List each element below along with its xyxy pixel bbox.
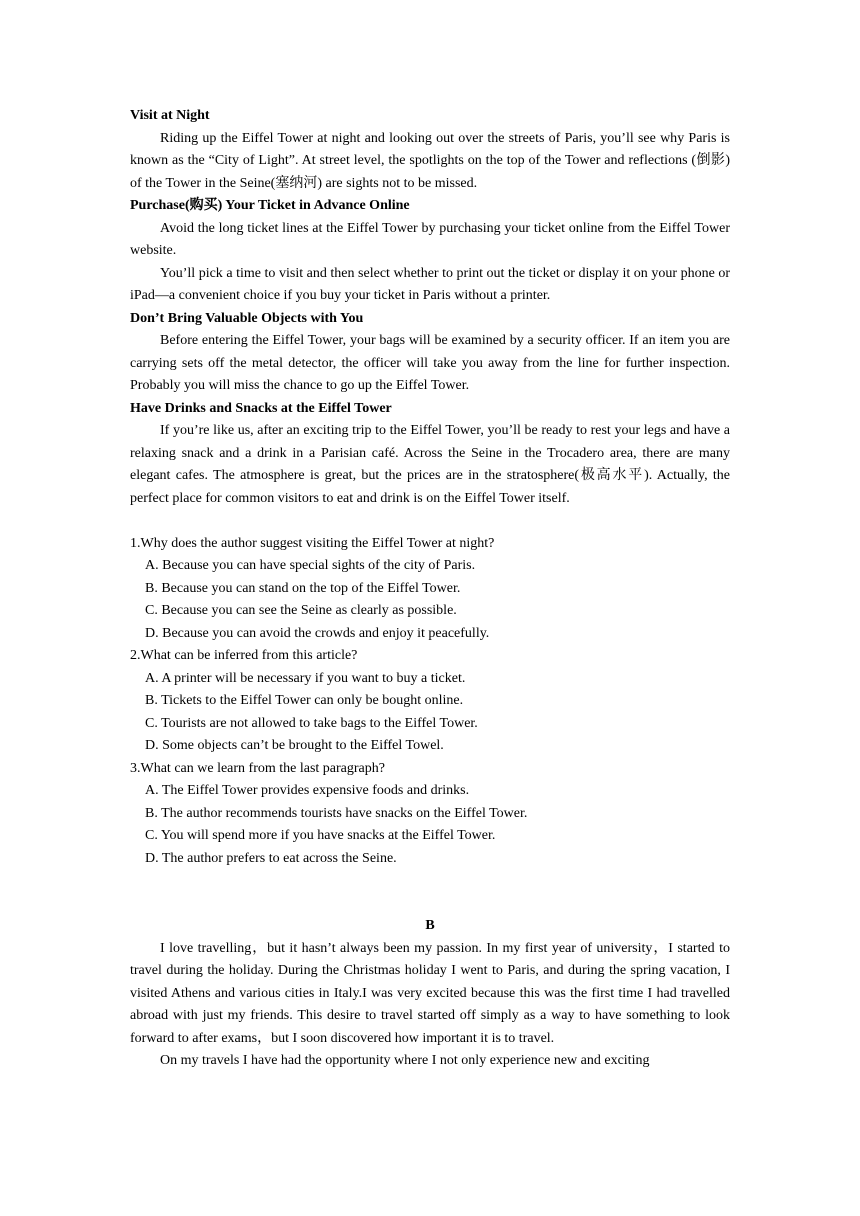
paragraph: On my travels I have had the opportunity where I not only experience new and exciting [160, 1053, 650, 1068]
question-text: 1.Why does the author suggest visiting the Eiffel Tower at night? [130, 535, 495, 551]
answer-option: A. A printer will be necessary if you want to buy a ticket. [145, 670, 466, 686]
question-text: 2.What can be inferred from this article? [130, 648, 358, 663]
answer-option: D. Because you can avoid the crowds and enjoy it peacefully. [145, 625, 490, 641]
question-block [130, 645, 730, 758]
paragraph: You’ll pick a time to visit and then select whether to print out the ticket or display it on your phone or iPad—a convenient choice if you buy your ticket in Paris without a printer. [130, 265, 730, 303]
answer-option: B. Tickets to the Eiffel Tower can only be bought online. [145, 693, 464, 708]
passage-title: B [425, 918, 435, 933]
paragraph: Before entering the Eiffel Tower, your bags will be examined by a security officer. If an item you are carrying sets off the metal detector, the officer will take you away from the line for further inspection. Probably you will miss the chance to go up the Eiffel Tower. [130, 333, 730, 393]
passage-b [130, 915, 730, 1073]
section-visit-at-night [130, 105, 730, 195]
question-text: 3.What can we learn from the last paragraph? [130, 760, 385, 776]
answer-option: C. Because you can see the Seine as clearly as possible. [145, 603, 457, 618]
section-heading: Purchase(购买) Your Ticket in Advance Online [130, 198, 410, 213]
section-heading: Have Drinks and Snacks at the Eiffel Tower [130, 400, 392, 416]
answer-option: D. Some objects can’t be brought to the Eiffel Towel. [145, 738, 444, 753]
document-page [130, 105, 730, 1073]
section-drinks-snacks [130, 398, 730, 511]
spacer [130, 870, 730, 893]
answer-option: B. Because you can stand on the top of the Eiffel Tower. [145, 580, 461, 596]
paragraph: If you’re like us, after an exciting trip to the Eiffel Tower, you’ll be ready to rest your legs and have a relaxing snack and a drink in a Parisian café. Across the Seine in the Trocadero area, there are many elegant cafes. The atmosphere is great, but the prices are in the stratosphere(极高水平). Actually, the perfect place for common visitors to eat and drink is on the Eiffel Tower itself. [130, 423, 730, 506]
section-valuable-objects [130, 308, 730, 398]
paragraph: Riding up the Eiffel Tower at night and looking out over the streets of Paris, you’ll see why Paris is known as the “City of Light”. At street level, the spotlights on the top of the Tower and reflections (倒影) of the Tower in the Seine(塞纳河) are sights not to be missed. [130, 130, 730, 191]
question-block [130, 758, 730, 871]
spacer [130, 893, 730, 916]
answer-option: D. The author prefers to eat across the Seine. [145, 850, 397, 866]
question-block [130, 533, 730, 646]
paragraph: I love travelling，but it hasn’t always been my passion. In my first year of university，I started to travel during the holiday. During the Christmas holiday I went to Paris, and during the spring vacation, I visited Athens and various cities in Italy.I was very excited because this was the first time I had travelled abroad with just my friends. This desire to travel started off simply as a way to have something to look forward to after exams，but I soon discovered how important it is to travel. [130, 940, 730, 1046]
answer-option: A. Because you can have special sights of the city of Paris. [145, 558, 476, 573]
answer-option: B. The author recommends tourists have snacks on the Eiffel Tower. [145, 805, 528, 821]
answer-option: A. The Eiffel Tower provides expensive foods and drinks. [145, 783, 470, 798]
section-purchase-ticket [130, 195, 730, 308]
spacer [130, 510, 730, 533]
answer-option: C. Tourists are not allowed to take bags to the Eiffel Tower. [145, 715, 478, 731]
section-heading: Visit at Night [130, 108, 210, 123]
paragraph: Avoid the long ticket lines at the Eiffel Tower by purchasing your ticket online from the Eiffel Tower website. [130, 220, 730, 258]
section-heading: Don’t Bring Valuable Objects with You [130, 310, 364, 326]
answer-option: C. You will spend more if you have snacks at the Eiffel Tower. [145, 828, 496, 843]
